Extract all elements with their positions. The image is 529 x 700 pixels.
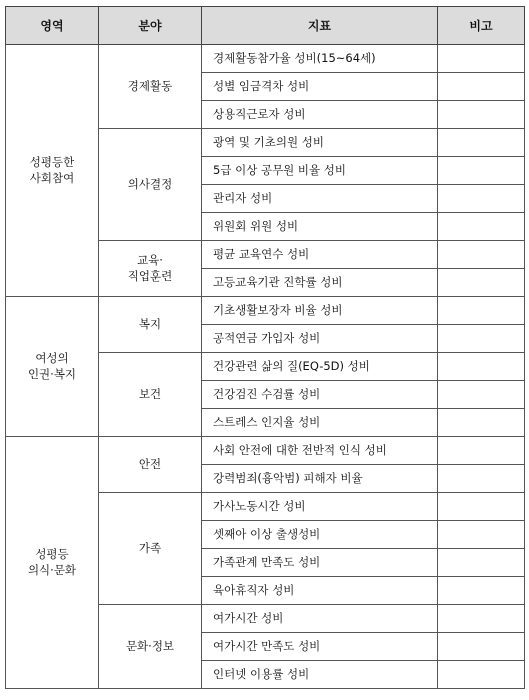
indicator-cell: 기초생활보장자 비율 성비 <box>202 297 438 325</box>
indicator-table-container <box>5 6 525 689</box>
note-cell <box>438 633 525 661</box>
note-cell <box>438 269 525 297</box>
indicator-cell: 여가시간 만족도 성비 <box>202 633 438 661</box>
note-cell <box>438 157 525 185</box>
indicator-cell: 강력범죄(흉악범) 피해자 비율 <box>202 465 438 493</box>
indicator-cell: 광역 및 기초의원 성비 <box>202 129 438 157</box>
note-cell <box>438 213 525 241</box>
note-cell <box>438 577 525 605</box>
field-cell <box>99 437 202 493</box>
field-cell <box>99 129 202 241</box>
note-cell <box>438 549 525 577</box>
note-cell <box>438 521 525 549</box>
note-cell <box>438 73 525 101</box>
note-cell <box>438 101 525 129</box>
indicator-cell: 사회 안전에 대한 전반적 인식 성비 <box>202 437 438 465</box>
header-field: 분야 <box>99 7 202 45</box>
indicator-cell: 경제활동참가율 성비(15~64세) <box>202 45 438 73</box>
header-row <box>6 7 525 45</box>
note-cell <box>438 129 525 157</box>
indicator-table <box>5 6 525 689</box>
header-indicator: 지표 <box>202 7 438 45</box>
indicator-cell: 가족관계 만족도 성비 <box>202 549 438 577</box>
field-name-line: 직업훈련 <box>127 268 173 283</box>
indicator-cell: 공적연금 가입자 성비 <box>202 325 438 353</box>
area-name-line: 인권·복지 <box>27 366 77 381</box>
indicator-cell: 상용직근로자 성비 <box>202 101 438 129</box>
note-cell <box>438 605 525 633</box>
table-row <box>6 45 525 73</box>
field-cell <box>99 605 202 689</box>
indicator-cell: 5급 이상 공무원 비율 성비 <box>202 157 438 185</box>
indicator-cell: 관리자 성비 <box>202 185 438 213</box>
indicator-cell: 육아휴직자 성비 <box>202 577 438 605</box>
indicator-cell: 고등교육기관 진학률 성비 <box>202 269 438 297</box>
field-cell <box>99 353 202 437</box>
area-cell <box>6 297 99 437</box>
indicator-cell: 여가시간 성비 <box>202 605 438 633</box>
note-cell <box>438 437 525 465</box>
note-cell <box>438 661 525 689</box>
area-name-line: 의식·문화 <box>27 562 77 577</box>
note-cell <box>438 185 525 213</box>
note-cell <box>438 409 525 437</box>
field-cell <box>99 45 202 129</box>
table-row <box>6 437 525 465</box>
indicator-cell: 평균 교육연수 성비 <box>202 241 438 269</box>
area-name-line: 성평등한 <box>29 154 75 169</box>
area-name-line: 사회참여 <box>29 170 75 185</box>
field-name-line: 교육· <box>137 252 163 267</box>
indicator-cell: 건강관련 삶의 질(EQ-5D) 성비 <box>202 353 438 381</box>
table-body <box>6 45 525 689</box>
table-row <box>6 297 525 325</box>
indicator-cell: 스트레스 인지율 성비 <box>202 409 438 437</box>
field-cell <box>99 241 202 297</box>
indicator-cell: 성별 임금격차 성비 <box>202 73 438 101</box>
note-cell <box>438 465 525 493</box>
field-cell <box>99 493 202 605</box>
field-name-line: 안전 <box>138 456 162 471</box>
indicator-cell: 셋째아 이상 출생성비 <box>202 521 438 549</box>
area-cell <box>6 437 99 689</box>
note-cell <box>438 381 525 409</box>
note-cell <box>438 45 525 73</box>
indicator-cell: 인터넷 이용률 성비 <box>202 661 438 689</box>
note-cell <box>438 493 525 521</box>
field-cell <box>99 297 202 353</box>
indicator-cell: 가사노동시간 성비 <box>202 493 438 521</box>
field-name-line: 복지 <box>138 316 162 331</box>
note-cell <box>438 297 525 325</box>
field-name-line: 문화·정보 <box>125 638 175 653</box>
field-name-line: 보건 <box>138 386 162 401</box>
header-area: 영역 <box>6 7 99 45</box>
area-name-line: 성평등 <box>35 546 69 561</box>
note-cell <box>438 325 525 353</box>
note-cell <box>438 353 525 381</box>
field-name-line: 경제활동 <box>127 78 173 93</box>
area-cell <box>6 45 99 297</box>
indicator-cell: 위원회 위원 성비 <box>202 213 438 241</box>
area-name-line: 여성의 <box>35 350 69 365</box>
field-name-line: 의사결정 <box>127 176 173 191</box>
note-cell <box>438 241 525 269</box>
header-note: 비고 <box>438 7 525 45</box>
field-name-line: 가족 <box>138 540 162 555</box>
indicator-cell: 건강검진 수검률 성비 <box>202 381 438 409</box>
